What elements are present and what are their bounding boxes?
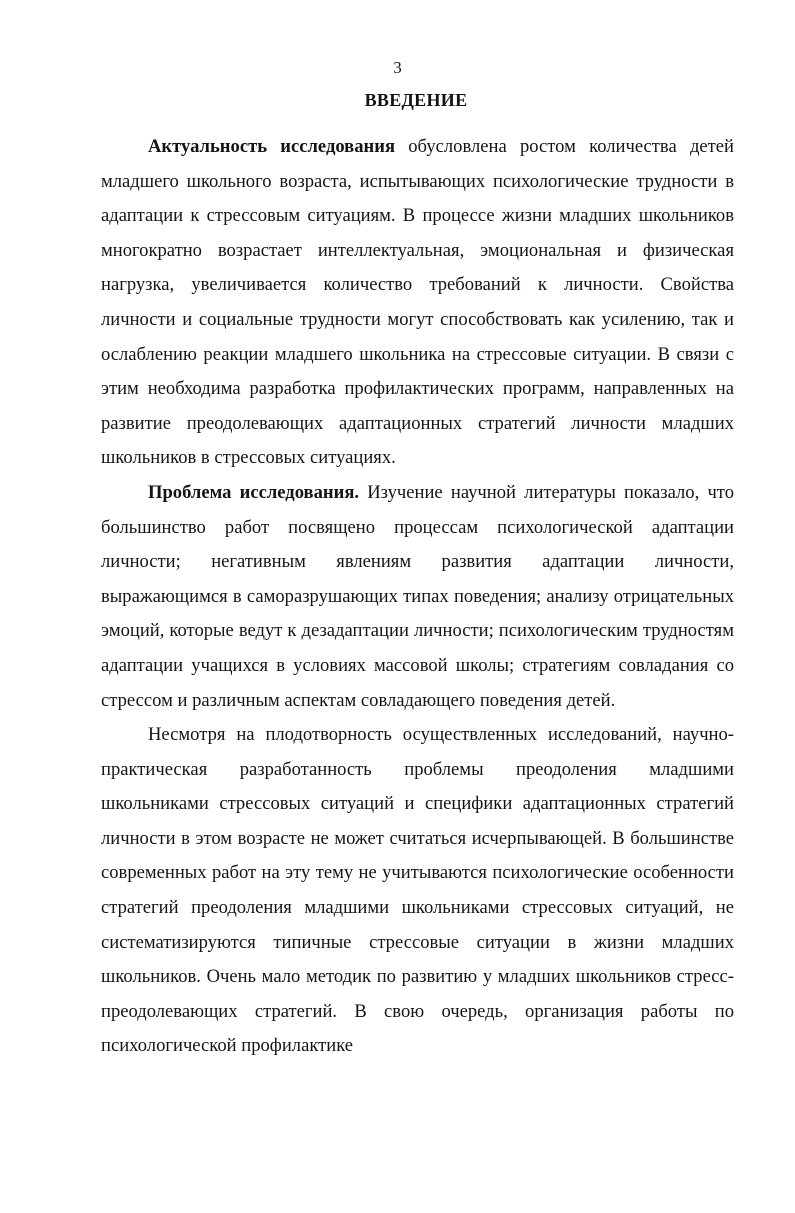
section-heading: ВВЕДЕНИЕ	[364, 90, 468, 110]
paragraph-text: Несмотря на плодотворность осуществленных исследований, научно-практическая разработанность проблемы преодоления младшими школьниками стрессовых ситуаций и специфики адаптационных стратегий личности в этом возрасте не может считаться исчерпывающей. В большинстве современных работ на эту тему не учитываются психологические особенности стратегий преодоления младшими школьниками стрессовых ситуаций, не систематизируются типичные стрессовые ситуации в жизни младших школьников. Очень мало методик по развитию у младших школьников стресс-преодолевающих стратегий. В свою очередь, организация работы по психологической профилактике	[101, 724, 734, 1057]
paragraph-discussion	[101, 718, 734, 1064]
paragraph-lead: Проблема исследования.	[148, 481, 360, 503]
paragraph-problem	[101, 476, 734, 718]
paragraph-relevance	[101, 130, 734, 476]
page-number: 3	[393, 58, 402, 77]
paragraph-text: обусловлена ростом количества детей младшего школьного возраста, испытывающих психологические трудности в адаптации к стрессовым ситуациям. В процессе жизни младших школьников многократно возрастает интеллектуальная, эмоциональная и физическая нагрузка, увеличивается количество требований к личности. Свойства личности и социальные трудности могут способствовать как усилению, так и ослаблению реакции младшего школьника на стрессовые ситуации. В связи с этим необходима разработка профилактических программ, направленных на развитие преодолевающих адаптационных стратегий личности младших школьников в стрессовых ситуациях.	[101, 136, 734, 469]
body-text	[101, 130, 734, 1064]
paragraph-text: Изучение научной литературы показало, что большинство работ посвящено процессам психологической адаптации личности; негативным явлениям развития адаптации личности, выражающимся в саморазрушающих типах поведения; анализу отрицательных эмоций, которые ведут к дезадаптации личности; психологическим трудностям адаптации учащихся в условиях массовой школы; стратегиям совладания со стрессом и различным аспектам совладающего поведения детей.	[101, 481, 734, 711]
paragraph-lead: Актуальность исследования	[148, 136, 396, 157]
